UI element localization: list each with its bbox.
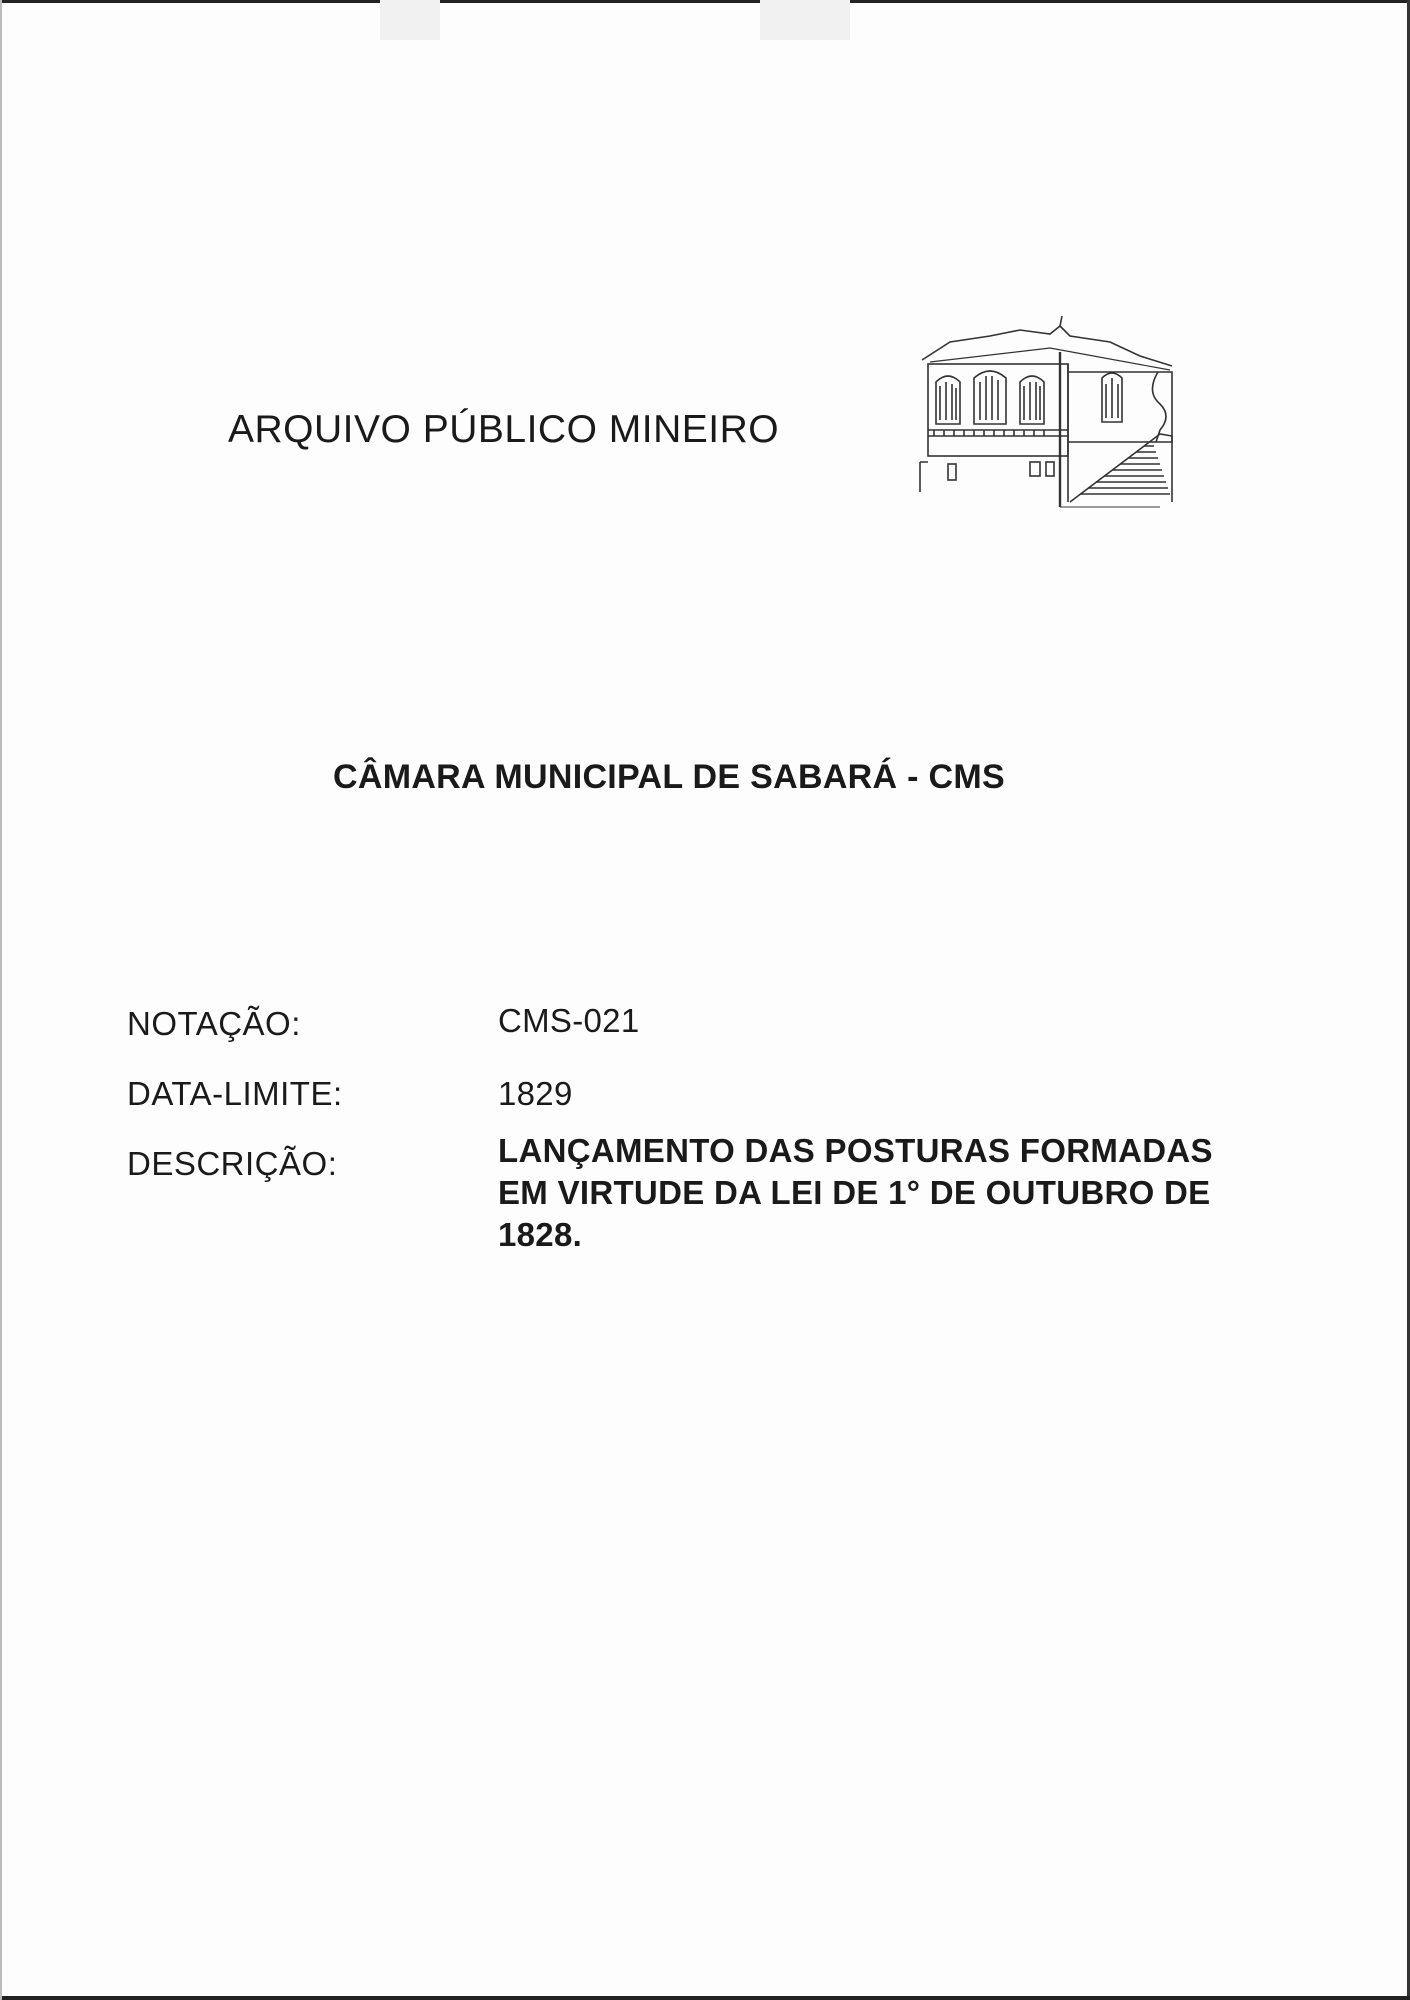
notacao-label: NOTAÇÃO: [127,1005,301,1042]
scan-edge-left [0,0,2,2000]
descricao-line: LANÇAMENTO DAS POSTURAS FORMADAS [498,1132,1213,1169]
scan-artifact [380,0,440,40]
data-limite-label: DATA-LIMITE: [127,1075,343,1112]
descricao-value [498,1130,1318,1256]
descricao-line: EM VIRTUDE DA LEI DE 1° DE OUTUBRO DE [498,1174,1211,1211]
building-facade-icon [910,312,1192,508]
notacao-value: CMS-021 [498,1002,640,1039]
scan-edge-top [0,0,1410,3]
scan-edge-bottom [0,1996,1410,2000]
descricao-line: 1828. [498,1216,583,1253]
institution-name: CÂMARA MUNICIPAL DE SABARÁ - CMS [333,758,1005,796]
scan-artifact [760,0,850,40]
data-limite-value: 1829 [498,1075,573,1112]
archive-title: ARQUIVO PÚBLICO MINEIRO [228,408,780,451]
descricao-label: DESCRIÇÃO: [127,1145,338,1182]
